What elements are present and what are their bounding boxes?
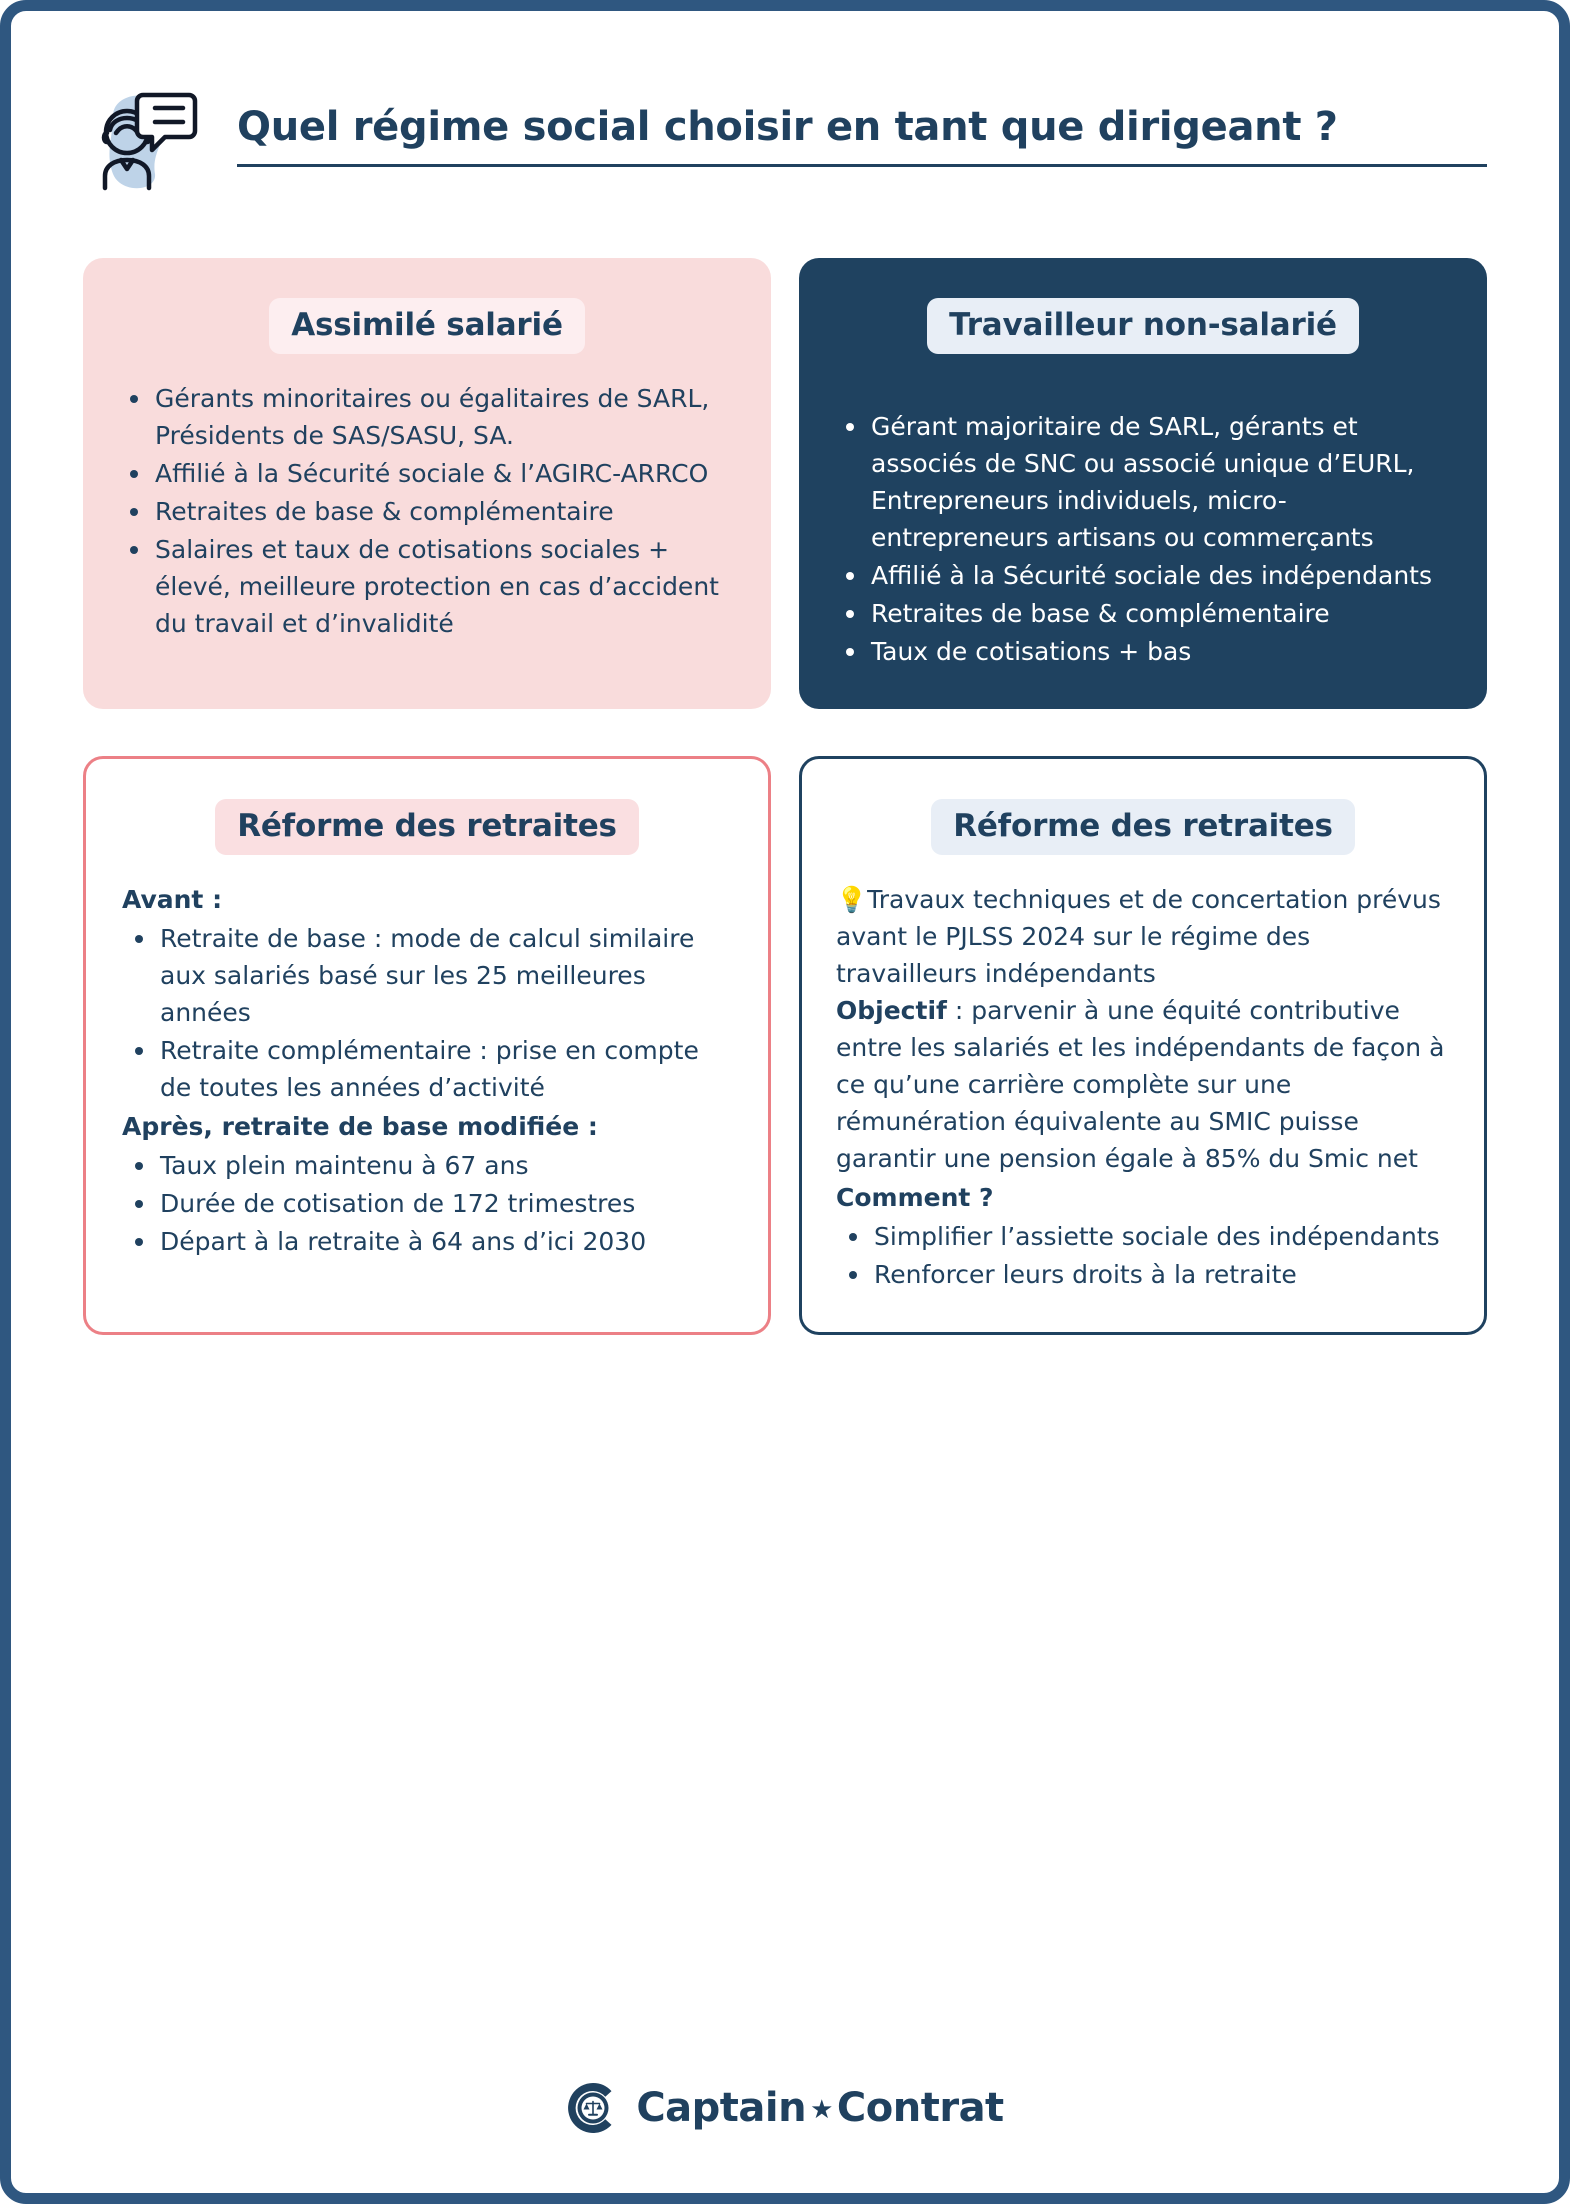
list-item: Renforcer leurs droits à la retraite <box>836 1256 1450 1293</box>
cards-grid <box>83 258 1487 1335</box>
list-item: Taux plein maintenu à 67 ans <box>122 1147 734 1184</box>
list-item: Retraite complémentaire : prise en compte de toutes les années d’activité <box>122 1032 734 1106</box>
comment-label: Comment ? <box>836 1183 994 1213</box>
card-tns-title: Travailleur non-salarié <box>927 298 1359 354</box>
list-item: Affilié à la Sécurité sociale des indépendants <box>833 557 1453 594</box>
reforme-droite-intro-text: Travaux techniques et de concertation prévus avant le PJLSS 2024 sur le régime des travailleurs indépendants <box>836 885 1441 989</box>
list-item: Taux de cotisations + bas <box>833 633 1453 670</box>
objectif-text: : parvenir à une équité contributive entre les salariés et les indépendants de façon à ce qu’une carrière complète sur une rémunération équivalente au SMIC puisse garantir une pension égale à 85% du Smic net <box>836 996 1445 1174</box>
tns-bullet-list <box>833 408 1453 670</box>
footer-logo <box>11 2081 1559 2135</box>
objectif-paragraph <box>836 992 1450 1177</box>
objectif-label: Objectif <box>836 996 947 1026</box>
list-item: Retraites de base & complémentaire <box>833 595 1453 632</box>
list-item: Salaires et taux de cotisations sociales + élevé, meilleure protection en cas d’accident du travail et d’invalidité <box>117 531 737 642</box>
comment-bullet-list <box>836 1218 1450 1293</box>
list-item: Gérants minoritaires ou égalitaires de SARL, Présidents de SAS/SASU, SA. <box>117 380 737 454</box>
list-item: Retraites de base & complémentaire <box>117 493 737 530</box>
lightbulb-icon: 💡 <box>836 885 868 915</box>
avant-bullet-list <box>122 920 734 1106</box>
card-travailleur-non-salarie <box>799 258 1487 709</box>
logo-word-contrat: Contrat <box>836 2085 1004 2131</box>
title-underline <box>237 164 1487 167</box>
list-item: Affilié à la Sécurité sociale & l’AGIRC-ARRCO <box>117 455 737 492</box>
avant-label: Avant : <box>122 885 223 915</box>
logo-word-captain: Captain <box>636 2085 807 2131</box>
header <box>83 73 1487 201</box>
person-speech-bubble-icon <box>83 78 201 196</box>
card-reforme-retraites-independant <box>799 756 1487 1335</box>
assimile-bullet-list <box>117 380 737 642</box>
star-icon: ★ <box>810 2095 833 2125</box>
captain-contrat-scales-logo-icon <box>566 2081 620 2135</box>
apres-bullet-list <box>122 1147 734 1260</box>
list-item: Simplifier l’assiette sociale des indépendants <box>836 1218 1450 1255</box>
card-assimile-salarie <box>83 258 771 709</box>
card-reforme-gauche-title: Réforme des retraites <box>215 799 639 855</box>
logo-text <box>636 2085 1003 2131</box>
list-item: Durée de cotisation de 172 trimestres <box>122 1185 734 1222</box>
card-reforme-retraites-salarie <box>83 756 771 1335</box>
list-item: Départ à la retraite à 64 ans d’ici 2030 <box>122 1223 734 1260</box>
list-item: Gérant majoritaire de SARL, gérants et associés de SNC ou associé unique d’EURL, Entrepreneurs individuels, micro-entrepreneurs artisans ou commerçants <box>833 408 1453 556</box>
card-reforme-droite-title: Réforme des retraites <box>931 799 1355 855</box>
page-title: Quel régime social choisir en tant que dirigeant ? <box>237 103 1338 150</box>
card-assimile-title: Assimilé salarié <box>269 298 585 354</box>
reforme-droite-intro-paragraph <box>836 881 1450 992</box>
apres-label: Après, retraite de base modifiée : <box>122 1112 598 1142</box>
list-item: Retraite de base : mode de calcul similaire aux salariés basé sur les 25 meilleures années <box>122 920 734 1031</box>
